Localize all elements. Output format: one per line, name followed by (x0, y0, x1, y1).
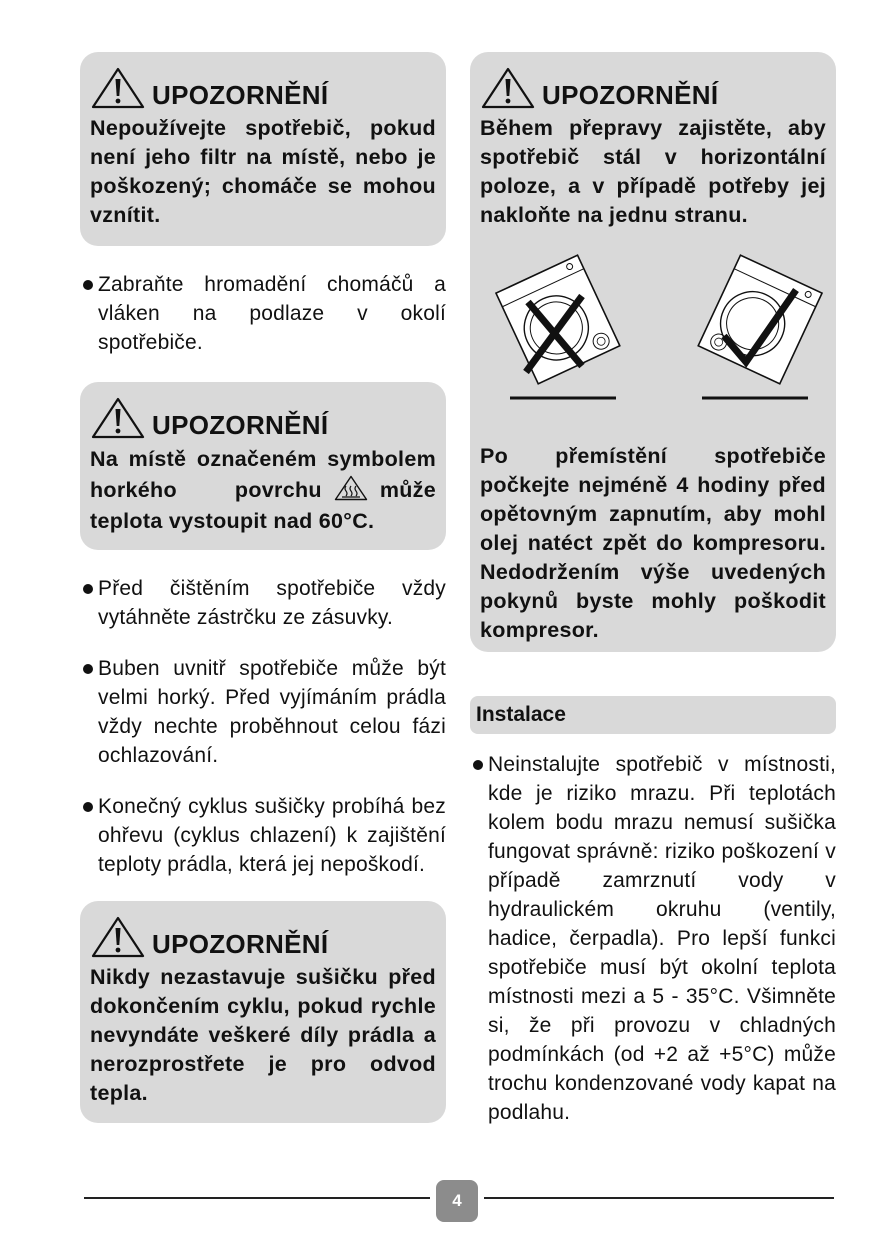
footer-rule-left (84, 1197, 430, 1199)
footer-rule-right (484, 1197, 834, 1199)
bullet-cooling-cycle: Konečný cyklus sušičky probíhá bez ohřevu (cyklus chlazení) k zajištění teploty prádla, která jej nepoškodí. (80, 792, 446, 879)
page-number: 4 (436, 1180, 478, 1222)
warning-title: UPOZORNĚNÍ (152, 80, 329, 110)
warning-title: UPOZORNĚNÍ (152, 410, 329, 440)
hot-surface-icon (334, 475, 368, 501)
bullet-drum-hot: Buben uvnitř spotřebiče může být velmi horký. Před vyjímáním prádla vždy nechte proběhnout celou fázi ochlazování. (80, 654, 446, 770)
warning-box-hot-surface (80, 382, 446, 550)
warning-triangle-icon (480, 66, 536, 110)
warning-text-transport: Během přepravy zajistěte, aby spotřebič stál v horizontální poloze, a v případě potřeby jej nakloňte na jednu stranu. (480, 116, 826, 227)
dryer-tilted-wrong-icon (490, 254, 630, 404)
warning-text-part-a: Na místě označeném symbolem horkého povrchu (90, 447, 436, 502)
bullet-unplug: Před čištěním spotřebiče vždy vytáhněte zástrčku ze zásuvky. (80, 574, 446, 632)
bullet-lint: Zabraňte hromadění chomáčů a vláken na podlaze v okolí spotřebiče. (80, 270, 446, 357)
section-title-instalace: Instalace (470, 696, 836, 734)
warning-box-stop-cycle (80, 901, 446, 1123)
warning-triangle-icon (90, 66, 146, 110)
tilt-illustration (480, 244, 826, 434)
warning-title: UPOZORNĚNÍ (542, 80, 719, 110)
warning-title: UPOZORNĚNÍ (152, 929, 329, 959)
warning-text: Nepoužívejte spotřebič, pokud není jeho filtr na místě, nebo je poškozený; chomáče se mohou vznítit. (90, 116, 436, 227)
right-column (470, 52, 836, 1127)
dryer-tilted-correct-icon (688, 254, 828, 404)
warning-header (480, 64, 826, 110)
warning-header (90, 394, 436, 440)
warning-text (90, 444, 436, 537)
warning-triangle-icon (90, 915, 146, 959)
warning-text: Nikdy nezastavuje sušičku před dokončením cyklu, pokud rychle nevyndáte veškeré díly prádla a nerozprostřete je pro odvod tepla. (90, 965, 436, 1105)
warning-box-transport (470, 52, 836, 652)
warning-header (90, 913, 436, 959)
warning-box-filter (80, 52, 446, 246)
warning-header (90, 64, 436, 110)
bullet-install-frost: Neinstalujte spotřebič v místnosti, kde je riziko mrazu. Při teplotách kolem bodu mrazu nemusí sušička fungovat správně: riziko poškození v případě zamrznutí vody v hydraulickém okruhu (ventily, hadice, čerpadla). Pro lepší funkci spotřebiče musí být okolní teplota místnosti mezi a 5 - 35°C. Všimněte si, že při provozu v chladných podmínkách (od +2 až +5°C) může trochu kondenzované vody kapat na podlahu. (470, 750, 836, 1127)
warning-text-compressor: Po přemístění spotřebiče počkejte nejméně 4 hodiny před opětovným zapnutím, aby mohl olej natéct zpět do kompresoru. Nedodržením výše uvedených pokynů byste mohly poškodit kompresor. (480, 444, 826, 642)
warning-text-part-b: může teplota vystoupit nad 60°C. (90, 478, 436, 533)
left-column (80, 52, 446, 1123)
warning-triangle-icon (90, 396, 146, 440)
